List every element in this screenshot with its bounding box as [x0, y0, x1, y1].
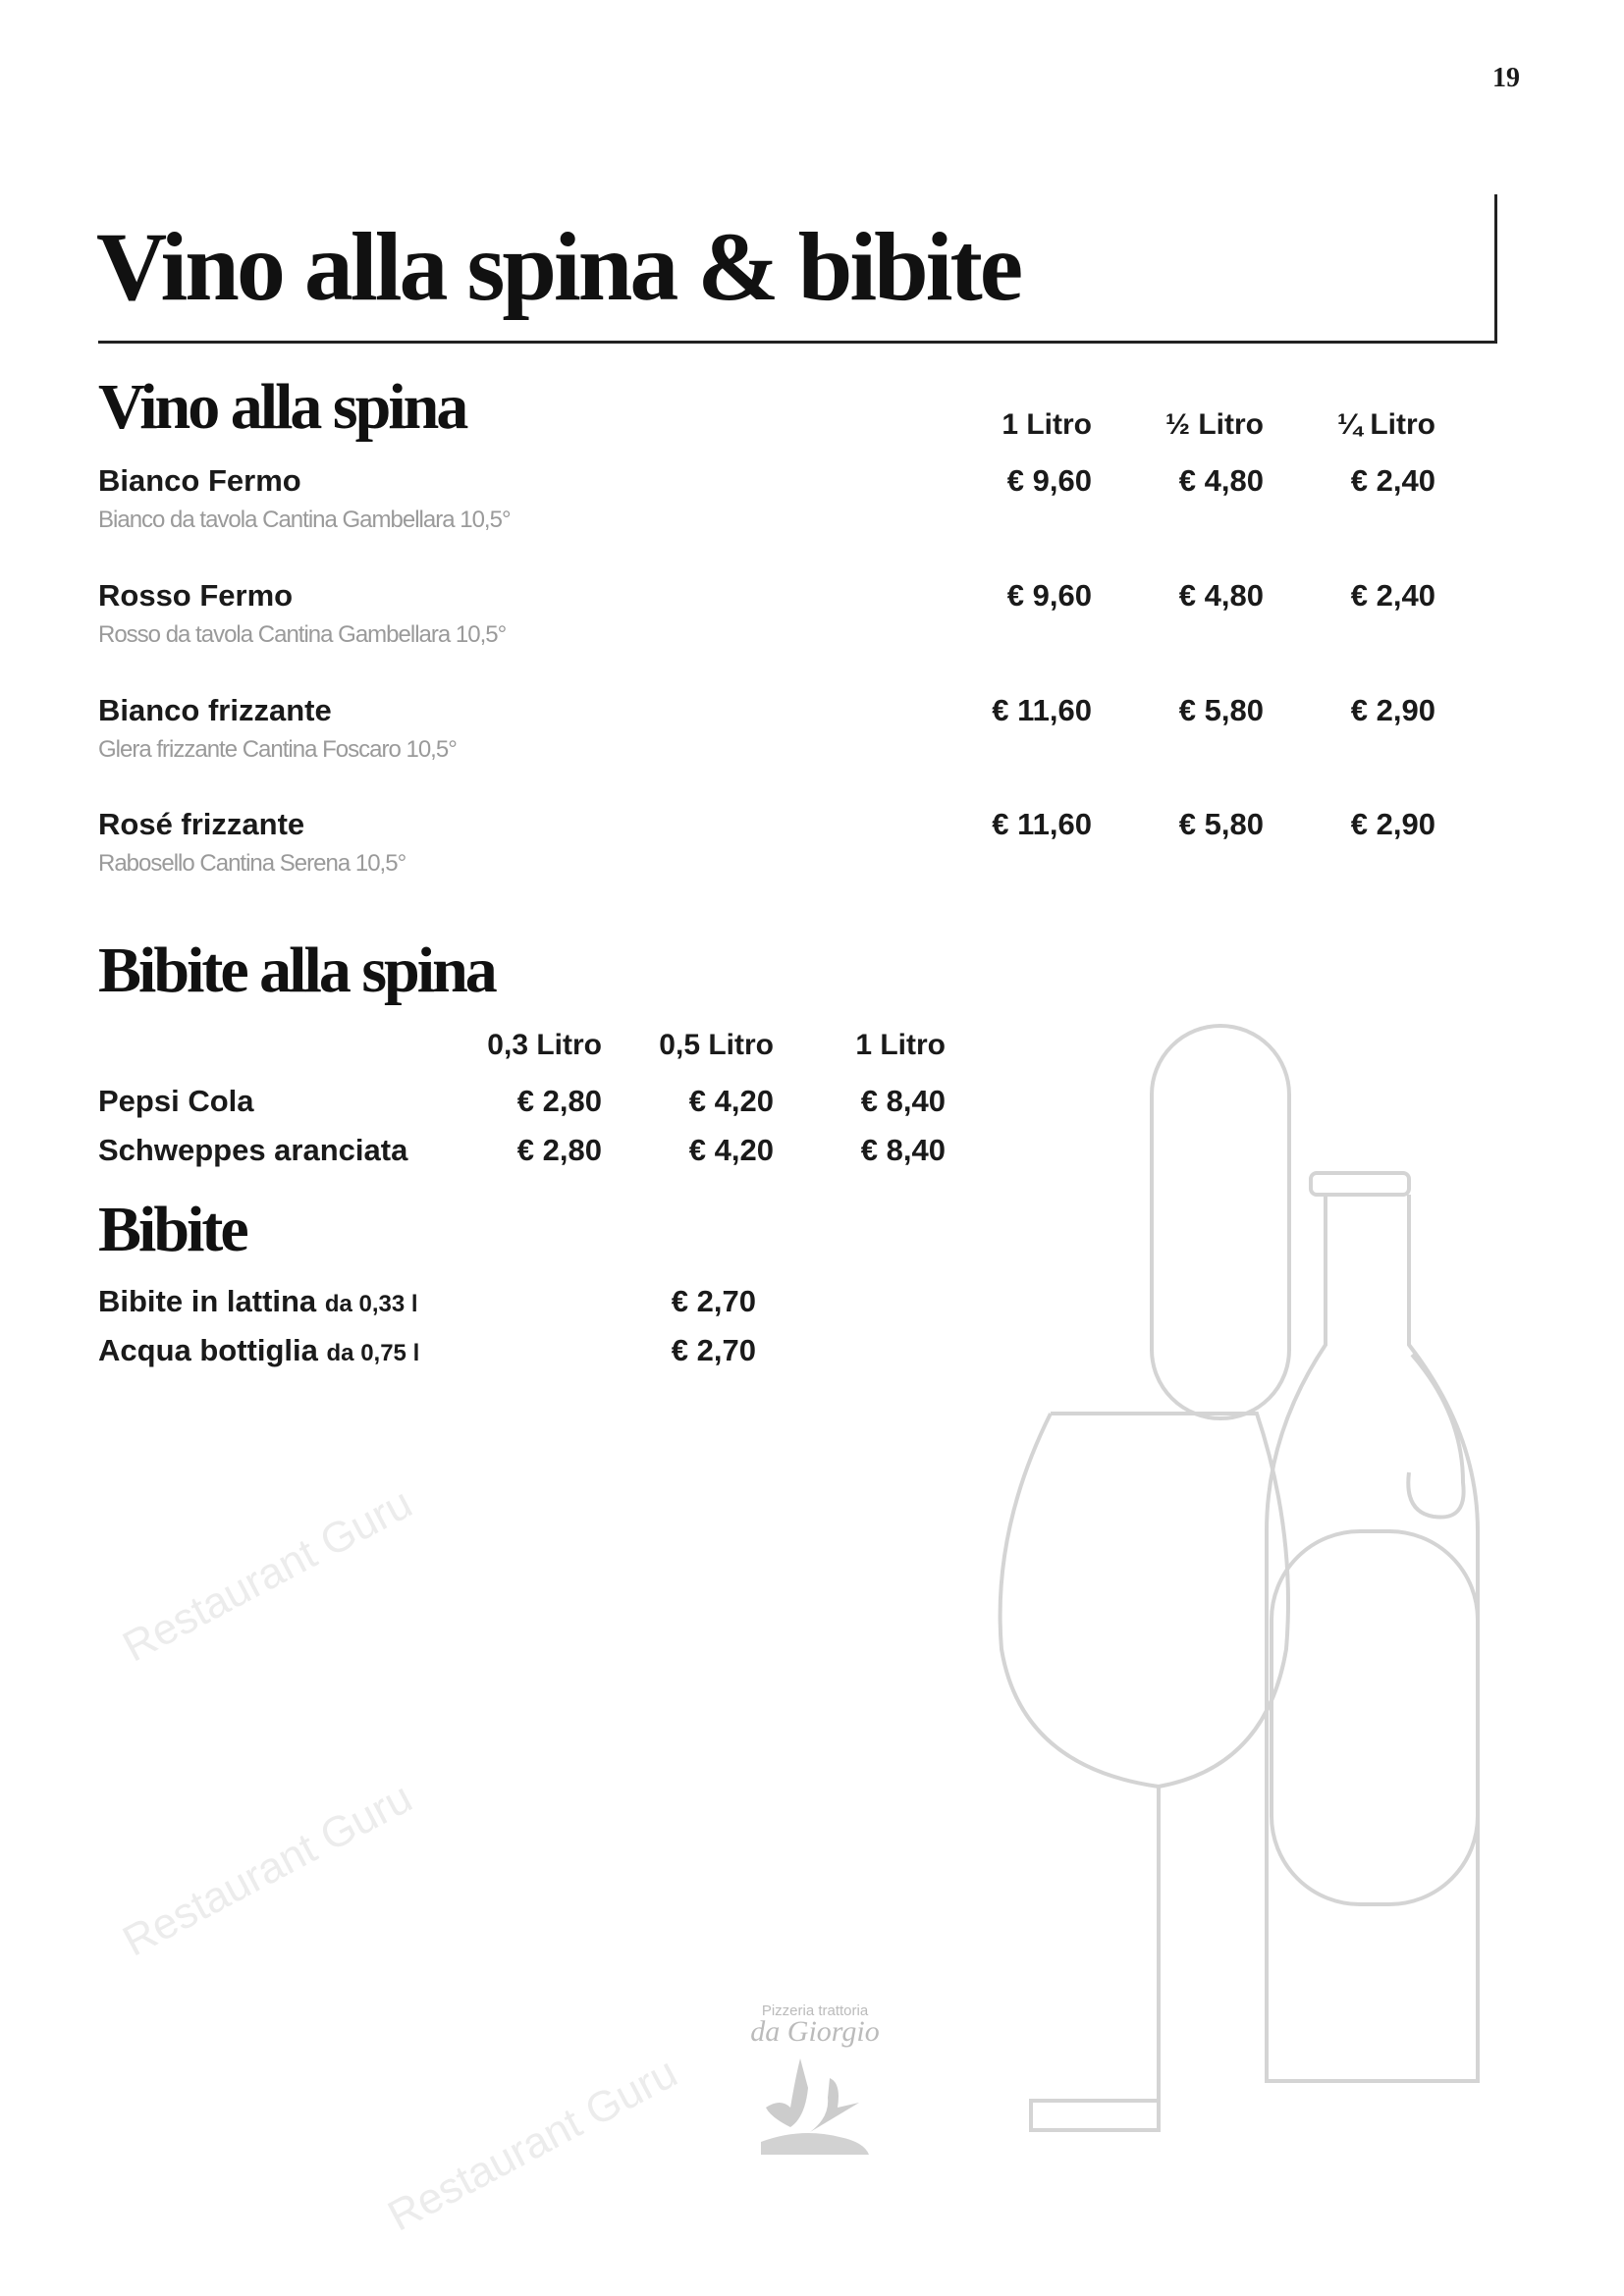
glass-left [1001, 1414, 1159, 1787]
item-name-text: Bibite in lattina [98, 1284, 317, 1318]
bottle-inner [1272, 1531, 1478, 1904]
item-name: Bianco Fermo [98, 463, 301, 498]
item-price: € 2,40 [1350, 578, 1435, 613]
carafe-outline [1152, 1026, 1289, 1418]
title-underline [98, 341, 1497, 344]
item-price: € 5,80 [1178, 693, 1264, 727]
item-price: € 9,60 [1006, 578, 1092, 613]
column-header: 1 Litro [1001, 408, 1092, 441]
watermark: Restaurant Guru [380, 2048, 685, 2241]
section-heading-vino: Vino alla spina [98, 371, 466, 443]
wine-glass-bottle-illustration [972, 1021, 1483, 2150]
column-header: 0,3 Litro [487, 1029, 602, 1061]
item-price: € 2,70 [671, 1284, 756, 1318]
item-name [98, 1284, 418, 1319]
item-price: € 8,40 [860, 1133, 946, 1167]
item-size: da 0,33 l [324, 1291, 418, 1317]
page-title: Vino alla spina & bibite [96, 212, 1021, 321]
item-name: Rosé frizzante [98, 807, 305, 841]
column-header: ½ Litro [1164, 408, 1264, 441]
bottle-lip [1311, 1173, 1409, 1195]
logo-line1: Pizzeria trattoria [761, 2002, 869, 2019]
item-description: Rosso da tavola Cantina Gambellara 10,5° [98, 621, 507, 648]
bottle-outline [1267, 1195, 1478, 2081]
item-price: € 2,80 [516, 1084, 602, 1118]
logo-line2: da Giorgio [750, 2015, 880, 2048]
column-header: ¼ Litro [1336, 408, 1435, 441]
item-price: € 4,20 [688, 1133, 774, 1167]
column-header: 0,5 Litro [659, 1029, 774, 1061]
item-name: Schweppes aranciata [98, 1133, 408, 1167]
item-name [98, 1333, 419, 1368]
item-price: € 2,90 [1350, 693, 1435, 727]
item-price: € 2,80 [516, 1133, 602, 1167]
item-price: € 2,40 [1350, 463, 1435, 498]
item-price: € 2,90 [1350, 807, 1435, 841]
item-name-text: Acqua bottiglia [98, 1333, 318, 1367]
column-header: 1 Litro [855, 1029, 946, 1061]
bottle-curve [1408, 1355, 1463, 1518]
title-side-line [1494, 194, 1497, 344]
glass-outline [1031, 1414, 1288, 2130]
item-description: Rabosello Cantina Serena 10,5° [98, 850, 406, 877]
item-name: Pepsi Cola [98, 1084, 254, 1118]
section-heading-bibite: Bibite [98, 1194, 246, 1265]
horse-rider-emblem [751, 2049, 879, 2157]
restaurant-logo [727, 2002, 903, 2162]
item-size: da 0,75 l [326, 1340, 420, 1366]
item-name: Bianco frizzante [98, 693, 332, 727]
item-price: € 11,60 [992, 693, 1092, 727]
item-price: € 4,80 [1178, 463, 1264, 498]
watermark: Restaurant Guru [115, 1478, 420, 1672]
item-price: € 2,70 [671, 1333, 756, 1367]
item-price: € 5,80 [1178, 807, 1264, 841]
page-number: 19 [1492, 63, 1520, 93]
item-price: € 4,80 [1178, 578, 1264, 613]
item-price: € 8,40 [860, 1084, 946, 1118]
item-description: Glera frizzante Cantina Foscaro 10,5° [98, 736, 457, 763]
watermark: Restaurant Guru [115, 1773, 420, 1966]
item-price: € 9,60 [1006, 463, 1092, 498]
item-name: Rosso Fermo [98, 578, 294, 613]
section-heading-bibite-spina: Bibite alla spina [98, 934, 495, 1006]
item-price: € 11,60 [992, 807, 1092, 841]
item-description: Bianco da tavola Cantina Gambellara 10,5° [98, 507, 511, 533]
item-price: € 4,20 [688, 1084, 774, 1118]
